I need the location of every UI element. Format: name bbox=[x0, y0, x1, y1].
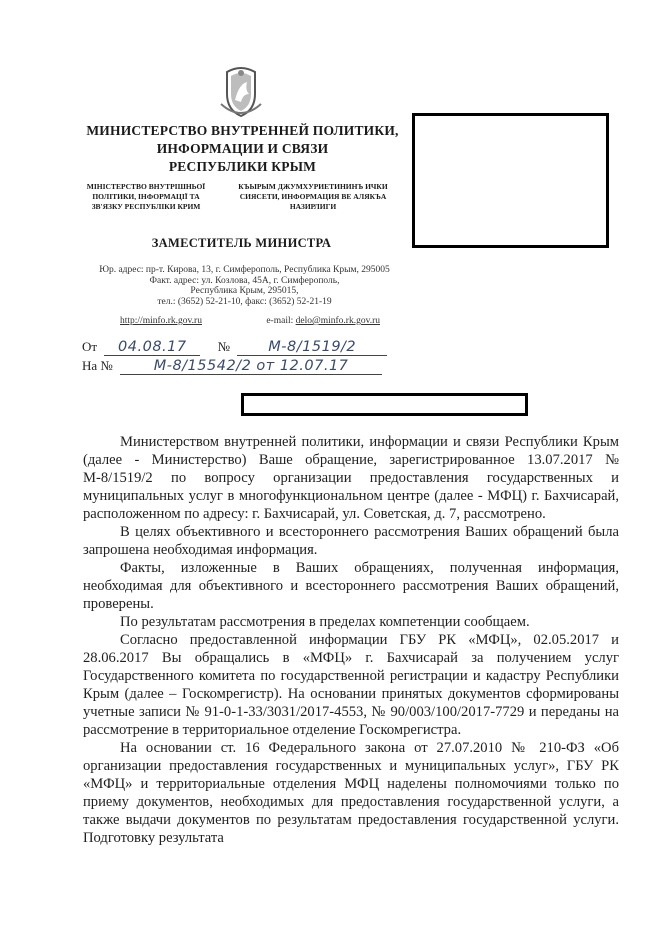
incoming-number: М-8/15542/2 от 12.07.17 bbox=[120, 358, 382, 375]
paragraph: Факты, изложенные в Ваших обращениях, полученная информация, необходимая для объективного и всестороннего рассмотрения Ваших обращений, проверены. bbox=[83, 560, 619, 612]
redacted-recipient-box bbox=[412, 113, 609, 248]
website-link[interactable]: http://minfo.rk.gov.ru bbox=[120, 316, 202, 326]
legal-address: Юр. адрес: пр-т. Кирова, 13, г. Симферополь, Республика Крым, 295005 bbox=[99, 265, 390, 275]
redacted-salutation-box bbox=[241, 393, 528, 416]
address-block bbox=[72, 265, 417, 307]
ministry-title-ukrainian: МІНІСТЕРСТВО ВНУТРІШНЬОЇ ПОЛІТИКИ, ІНФОРМАЦІЇ ТА ЗВ'ЯЗКУ РЕСПУБЛІКИ КРИМ bbox=[86, 182, 206, 211]
from-label: От bbox=[82, 339, 98, 354]
outgoing-number: М-8/1519/2 bbox=[237, 339, 387, 356]
actual-address-region: Республика Крым, 295015, bbox=[190, 286, 299, 296]
deputy-minister-heading: ЗАМЕСТИТЕЛЬ МИНИСТРА bbox=[151, 236, 332, 250]
paragraph: Министерством внутренней политики, информации и связи Республики Крым (далее - Министерство) Ваше обращение, зарегистрированное 13.07.2017 № М-8/1519/2 по вопросу организации предоставления государственных и муниципальных услуг в многофункциональном центре (далее - МФЦ) г. Бахчисарай, расположенном по адресу: г. Бахчисарай, ул. Советская, д. 7, рассмотрено. bbox=[83, 434, 619, 522]
number-label: № bbox=[217, 339, 230, 354]
paragraph: На основании ст. 16 Федерального закона от 27.07.2010 № 210-ФЗ «Об организации предоставления государственных и муниципальных услуг», ГБУ РК «МФЦ» и территориальные отделения МФЦ наделены полномочиями только по приему документов, необходимых для предоставления государственной услуги, а также выдачи документов по результатам предоставления государственной услуги. Подготовку результата bbox=[83, 740, 619, 846]
incoming-reference bbox=[82, 358, 382, 375]
paragraph: В целях объективного и всестороннего рассмотрения Ваших обращений была запрошена необходимая информация. bbox=[83, 524, 619, 558]
outgoing-reference bbox=[82, 339, 387, 356]
email-link[interactable]: delo@minfo.rk.gov.ru bbox=[295, 316, 380, 326]
contact-links bbox=[120, 316, 380, 326]
paragraph: По результатам рассмотрения в пределах компетенции сообщаем. bbox=[120, 614, 530, 630]
paragraph: Согласно предоставленной информации ГБУ РК «МФЦ», 02.05.2017 и 28.06.2017 Вы обращались в «МФЦ» г. Бахчисарай за получением услуг Государственного комитета по государственной регистрации и кадастру Республики Крым (далее – Госкомрегистр). На основании принятых документов сформированы учетные записи № 91-0-1-33/3031/2017-4553, № 90/003/100/2017-7729 и переданы на рассмотрение в территориальное отделение Госкомрегистра. bbox=[83, 632, 619, 738]
on-number-label: На № bbox=[82, 358, 113, 373]
phone-fax: тел.: (3652) 52-21-10, факс: (3652) 52-21-19 bbox=[157, 296, 332, 307]
ministry-title-crimean-tatar: КЪЫРЫМ ДЖУМХУРИЕТИНИНЪ ИЧКИ СИЯСЕТИ, ИНФОРМАЦИЯ ВЕ АЛЯКЪА НАЗИРЛИГИ bbox=[238, 182, 388, 211]
crimea-coat-of-arms-icon bbox=[217, 64, 265, 120]
outgoing-date: 04.08.17 bbox=[104, 339, 200, 356]
ministry-title: МИНИСТЕРСТВО ВНУТРЕННЕЙ ПОЛИТИКИ, ИНФОРМАЦИИ И СВЯЗИ РЕСПУБЛИКИ КРЫМ bbox=[86, 123, 399, 174]
letter-body bbox=[83, 433, 619, 847]
email-contact: e-mail: delo@minfo.rk.gov.ru bbox=[266, 316, 380, 326]
actual-address: Факт. адрес: ул. Козлова, 45А, г. Симферополь, bbox=[149, 275, 340, 286]
